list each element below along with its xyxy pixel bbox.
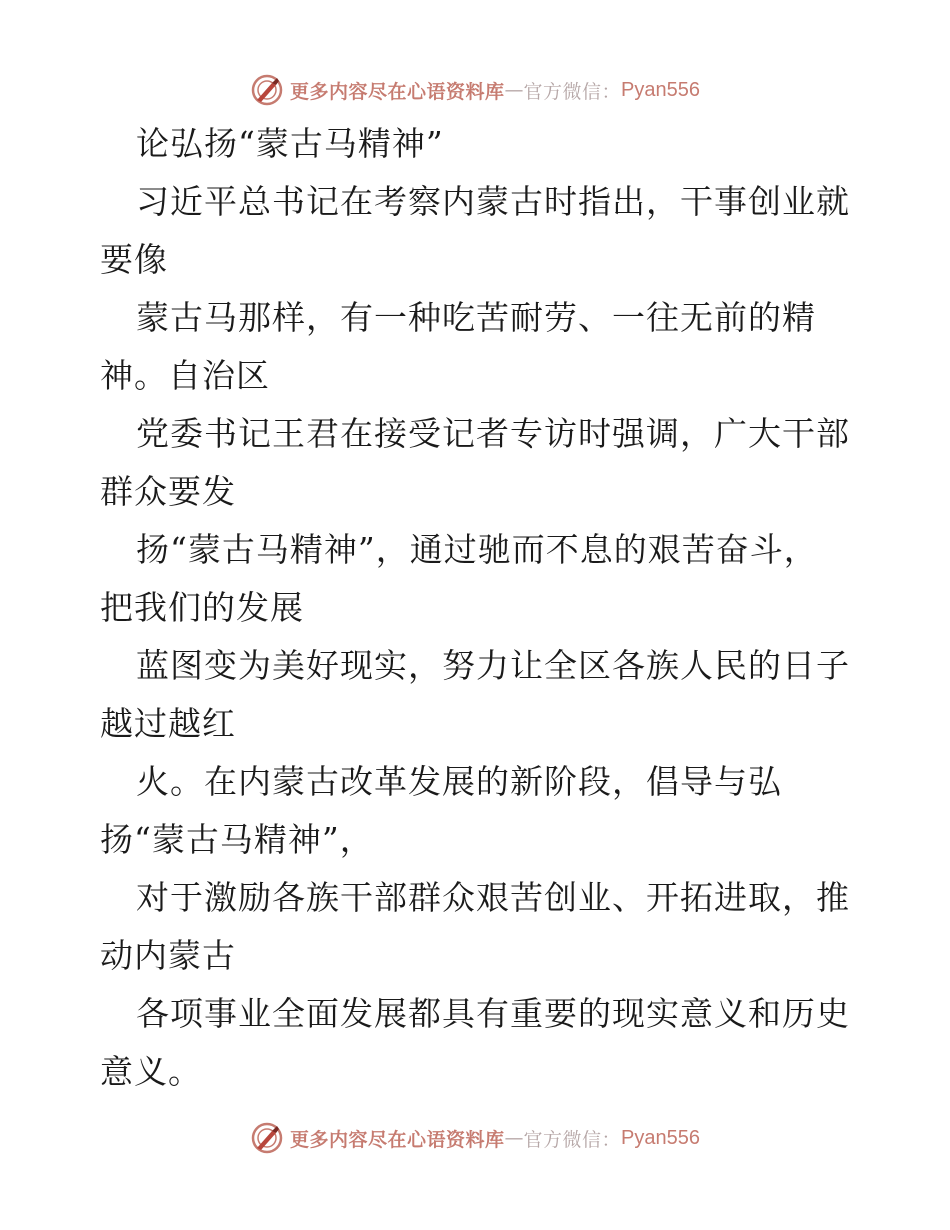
banner-wechat-id: Pyan556 xyxy=(621,78,700,101)
header-banner xyxy=(0,70,950,110)
text-line: 蓝图变为美好现实，努力让全区各族人民的日子 xyxy=(136,646,850,685)
pen-logo-icon xyxy=(250,1121,284,1155)
text-line: 蒙古马那样，有一种吃苦耐劳、一往无前的精 xyxy=(136,298,816,337)
banner-wechat-id: Pyan556 xyxy=(621,1126,700,1149)
banner-main-text: 更多内容尽在心语资料库 xyxy=(290,80,505,103)
text-line: 各项事业全面发展都具有重要的现实意义和历史 xyxy=(136,994,850,1033)
text-line: 扬“蒙古马精神”， xyxy=(100,820,374,859)
text-line: 习近平总书记在考察内蒙古时指出，干事创业就 xyxy=(136,182,850,221)
banner-wechat-label: 官方微信： xyxy=(523,80,622,103)
text-line: 动内蒙古 xyxy=(100,936,236,975)
text-line: 神。自治区 xyxy=(100,356,270,395)
banner-dash: — xyxy=(504,1127,524,1149)
text-line: 要像 xyxy=(100,240,168,279)
banner-main-text: 更多内容尽在心语资料库 xyxy=(290,1128,505,1151)
text-line: 意义。 xyxy=(100,1052,202,1091)
text-line: 把我们的发展 xyxy=(100,588,304,627)
text-line: 火。在内蒙古改革发展的新阶段，倡导与弘 xyxy=(136,762,782,801)
text-line: 群众要发 xyxy=(100,472,236,511)
banner-dash: — xyxy=(504,79,524,101)
banner-wechat-label: 官方微信： xyxy=(523,1128,622,1151)
document-body xyxy=(100,115,860,1101)
text-line: 扬“蒙古马精神”，通过驰而不息的艰苦奋斗， xyxy=(136,530,818,569)
document-title: 论弘扬“蒙古马精神” xyxy=(136,124,444,163)
text-line: 对于激励各族干部群众艰苦创业、开拓进取，推 xyxy=(136,878,850,917)
footer-banner xyxy=(0,1118,950,1158)
text-line: 越过越红 xyxy=(100,704,236,743)
text-line: 党委书记王君在接受记者专访时强调，广大干部 xyxy=(136,414,850,453)
pen-logo-icon xyxy=(250,73,284,107)
